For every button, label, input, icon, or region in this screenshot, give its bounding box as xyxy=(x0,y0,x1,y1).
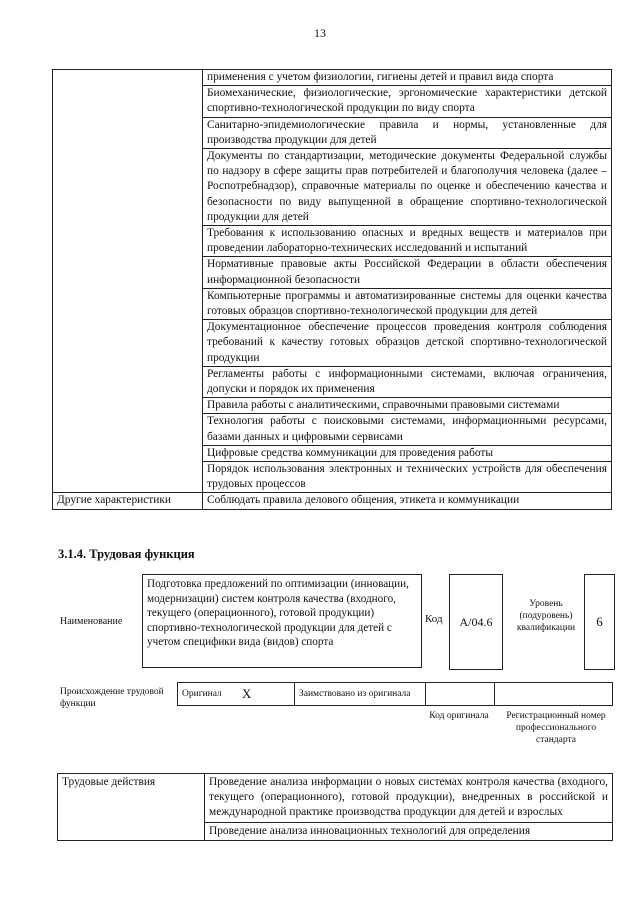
origin-original-mark: X xyxy=(238,683,295,706)
function-name-box: Подготовка предложений по оптимизации (инновации, модернизации) систем контроля качества (входного, текущего (операционного), готовой продукции) спортивно-технологической продукции для детей с учетом специфики вида (видов) спорта xyxy=(142,574,422,668)
labor-action-row xyxy=(58,774,613,823)
labor-action-item: Проведение анализа информации о новых системах контроля качества (входного, текущего (операционного), готовой продукции), внедренных в российской и международной практике производства продукции для детей и взрослых xyxy=(205,774,613,823)
origin-reg-number-cell xyxy=(495,683,613,706)
knowledge-item: Регламенты работы с информационными системами, включая ограничения, допуски и порядок их применения xyxy=(203,366,612,397)
other-characteristics-value: Соблюдать правила делового общения, этикета и коммуникации xyxy=(203,493,612,509)
knowledge-table xyxy=(52,69,612,510)
function-code-value: A/04.6 xyxy=(459,614,493,629)
knowledge-item: Цифровые средства коммуникации для проведения работы xyxy=(203,445,612,461)
knowledge-item: применения с учетом физиологии, гигиены детей и правил вида спорта xyxy=(203,70,612,86)
qualification-level-label: Уровень (подуровень) квалификации xyxy=(516,599,576,633)
origin-code-cell xyxy=(426,683,495,706)
knowledge-label-cell xyxy=(53,70,203,493)
knowledge-item: Технология работы с поисковыми системами, информационными ресурсами, базами данных и цифровыми сервисами xyxy=(203,414,612,445)
labor-action-item: Проведение анализа инновационных технологий для определения xyxy=(205,822,613,840)
function-code-box xyxy=(449,574,503,670)
knowledge-item: Компьютерные программы и автоматизированные системы для оценки качества готовых образцов спортивно-технологической продукции для детей xyxy=(203,288,612,319)
knowledge-item: Порядок использования электронных и технических устройств для обеспечения трудовых процессов xyxy=(203,462,612,493)
labor-actions-label: Трудовые действия xyxy=(58,774,205,841)
origin-label: Происхождение трудовой функции xyxy=(60,687,164,709)
origin-table xyxy=(177,682,613,706)
knowledge-item: Требования к использованию опасных и вредных веществ и материалов при проведении лабораторно-технических исследований и испытаний xyxy=(203,226,612,257)
qualification-level-box xyxy=(584,574,615,670)
knowledge-item: Правила работы с аналитическими, справочными правовыми системами xyxy=(203,398,612,414)
code-original-label: Код оригинала xyxy=(429,711,489,721)
name-label: Наименование xyxy=(60,616,123,627)
origin-original-label: Оригинал xyxy=(178,683,239,706)
knowledge-row xyxy=(53,70,612,86)
other-characteristics-row xyxy=(53,493,612,509)
origin-borrowed-label: Заимствовано из оригинала xyxy=(295,683,426,706)
knowledge-item: Нормативные правовые акты Российской Федерации в области обеспечения информационной безопасности xyxy=(203,257,612,288)
code-label: Код xyxy=(425,613,443,625)
page-number: 13 xyxy=(314,26,326,40)
knowledge-item: Биомеханические, физиологические, эргономические характеристики детской спортивно-технологической продукции по виду спорта xyxy=(203,86,612,117)
other-characteristics-label: Другие характеристики xyxy=(53,493,203,509)
reg-number-label: Регистрационный номер профессионального стандарта xyxy=(506,711,606,746)
labor-actions-table xyxy=(57,773,613,841)
knowledge-item: Документационное обеспечение процессов проведения контроля соблюдения требований к качеству готовых образцов детской спортивно-технологической продукции xyxy=(203,320,612,367)
qualification-level-value: 6 xyxy=(596,614,603,629)
knowledge-item: Санитарно-эпидемиологические правила и нормы, установленные для производства продукции для детей xyxy=(203,117,612,148)
knowledge-item: Документы по стандартизации, методические документы Федеральной службы по надзору в сфере защиты прав потребителей и благополучия человека (далее – Роспотребнадзор), справочные материалы по оценке и обеспечению качества и безопасности по виду выпущенной в обращение спортивно-технологической продукции для детей xyxy=(203,149,612,226)
section-heading: 3.1.4. Трудовая функция xyxy=(58,547,195,561)
